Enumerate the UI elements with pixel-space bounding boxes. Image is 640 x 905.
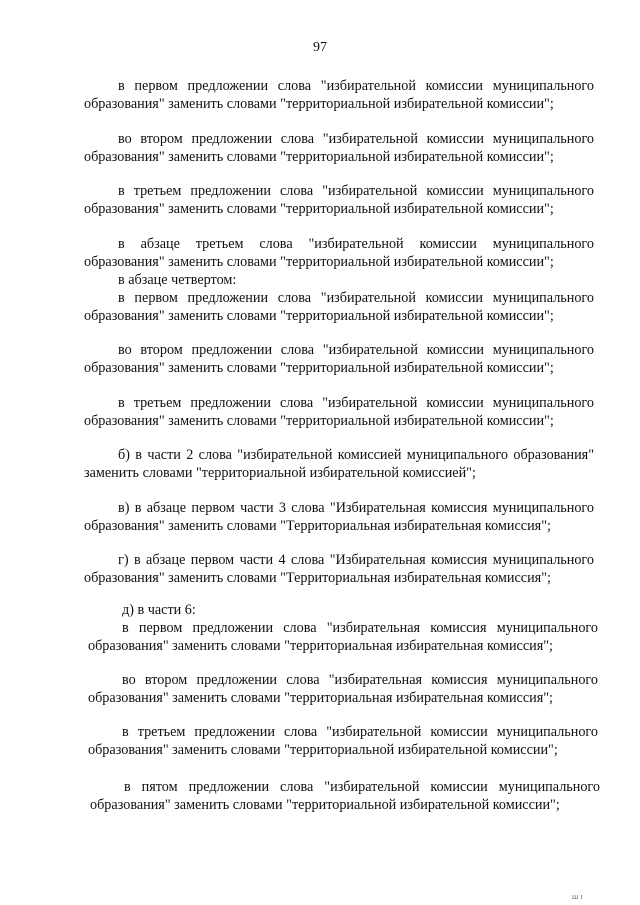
- paragraph-12: д) в части 6:: [122, 602, 196, 618]
- footer-mark: ш ı: [572, 893, 583, 901]
- paragraph-15: в третьем предложении слова "избирательной комиссии муниципального образования" заменить словами "территориальной избирательной комиссии";: [88, 724, 598, 759]
- paragraph-6: в первом предложении слова "избирательной комиссии муниципального образования" заменить словами "территориальной избирательной комиссии";: [84, 290, 594, 325]
- paragraph-14: во втором предложении слова "избирательная комиссия муниципального образования" заменить словами "территориальная избирательная комиссия";: [88, 672, 598, 707]
- paragraph-1: в первом предложении слова "избирательной комиссии муниципального образования" заменить словами "территориальной избирательной комиссии";: [84, 78, 594, 113]
- paragraph-10: в) в абзаце первом части 3 слова "Избирательная комиссия муниципального образования" заменить словами "Территориальная избирательная комиссия";: [84, 500, 594, 535]
- paragraph-7: во втором предложении слова "избирательной комиссии муниципального образования" заменить словами "территориальной избирательной комиссии";: [84, 342, 594, 377]
- paragraph-3: в третьем предложении слова "избирательной комиссии муниципального образования" заменить словами "территориальной избирательной комиссии";: [84, 183, 594, 218]
- paragraph-11: г) в абзаце первом части 4 слова "Избирательная комиссия муниципального образования" заменить словами "Территориальная избирательная комиссия";: [84, 552, 594, 587]
- paragraph-8: в третьем предложении слова "избирательной комиссии муниципального образования" заменить словами "территориальной избирательной комиссии";: [84, 395, 594, 430]
- paragraph-4: в абзаце третьем слова "избирательной комиссии муниципального образования" заменить словами "территориальной избирательной комиссии";: [84, 236, 594, 271]
- paragraph-13: в первом предложении слова "избирательная комиссия муниципального образования" заменить словами "территориальная избирательная комиссия";: [88, 620, 598, 655]
- paragraph-9: б) в части 2 слова "избирательной комиссией муниципального образования" заменить словами "территориальной избирательной комиссией";: [84, 447, 594, 482]
- paragraph-5: в абзаце четвертом:: [118, 272, 237, 288]
- paragraph-16: в пятом предложении слова "избирательной комиссии муниципального образования" заменить словами "территориальной избирательной комиссии";: [90, 779, 600, 814]
- paragraph-2: во втором предложении слова "избирательной комиссии муниципального образования" заменить словами "территориальной избирательной комиссии";: [84, 131, 594, 166]
- page-number: 97: [313, 40, 327, 55]
